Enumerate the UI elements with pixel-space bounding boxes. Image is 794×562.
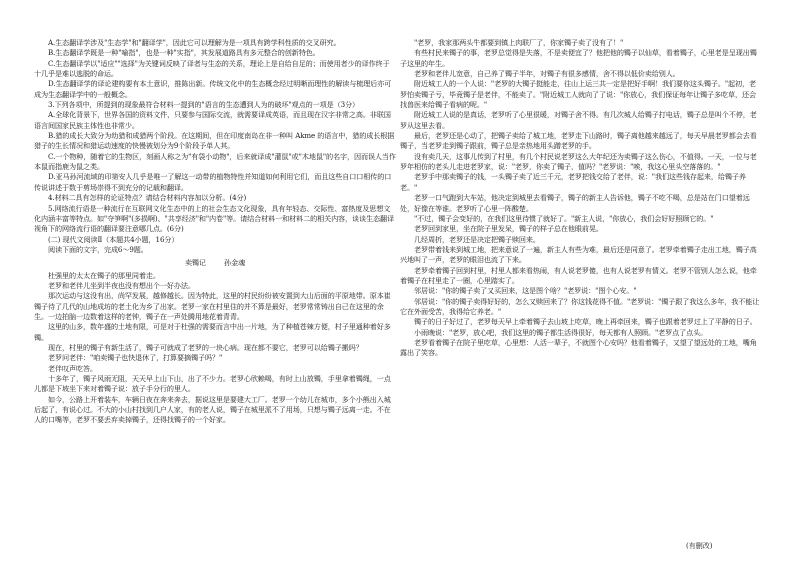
story-paragraph: 老罗问老伴："咱卖镯子也快退休了，打算要摘镯子吗？" [48,353,223,363]
footer-note: (有删改) [686,542,713,550]
story-paragraph: 小雨晚说："老罗，放心吧，我们这里的镯子都生活得很好，每天都有人照顾。"老罗点了点头。 [414,327,708,337]
story-paragraph: 邻居说："你的镯子卖得好好的，怎么又赎回来了？你这钱花得不值。"老罗说："镯子跟了我这么多年，我不能让它在外面受苦，我得给它养老。" [400,296,760,316]
option-item: C.一个物种，随着它的生物区，刻画人称之为"有袋小动物"，后来就译成"灌鼠"或"木地鼠"的名字，因而误人当作本鼠而指鹿为鼠之类。 [34,151,396,172]
story-paragraph: 最后，老罗还是心动了，把镯子卖给了城工地，老罗走下山路时，镯子离他越来越远了，每天早晨老罗都会去看镯子，当老罗走到镯子跟前，镯子总是亲热地用头蹭老罗的手。 [400,131,757,151]
story-paragraph: 老伴叹声吃答。 [48,363,97,373]
story-paragraph: 老罗手中那卖镯子的钱，一头镯子卖了近三千元，老罗把钱交给了老伴，说："我们这些钱存起来，给镯子养老。" [400,172,746,192]
q2-options [34,38,396,100]
story-paragraph: 老罗和老伴儿宽意，自己养了镯子半年，对镯子有很多感情，舍不得以低价卖给别人。 [414,69,680,79]
story-paragraph: "老罗，我家那两头牛都要到镇上肉联厂了，你家镯子卖了没有了！" [414,38,624,47]
story-title: 卖镯记 [184,258,206,268]
q4: 4.材料二具有怎样的论证特点？请结合材料内容加以分析。(4分) [48,193,247,203]
left-column [34,38,396,426]
story-paragraph: 那次运动与这没有出，尚罕发展，越修越长。因为特此，这里的村民纷纷被安置到大山后面的平原地带。原本崔镯子待了几代的山地成坊的老土化为乡了出家。老罗一家在村里住的并不算是最好，老罗常常铸出自己在这里的余生。一边拍脑一边数着这样的老钟，镯子在一声处腾用地花着青青。 [34,291,391,321]
q5: 5.网络流行语是一种流行在互联网文化生态中的上的社会生态文化现象，具有年轻态、交际性、富热度及思想文化内涵丰富等特点。如"夺笋啊"(多损啊)、"共享经济"和"内卷"等。请结合材料一和材料二的相关内容，谈谈生态翻译视角下的网络流行语的翻译要注意哪几点。(6分) [34,203,395,234]
story-paragraph: 附近城工人说的是真话，老罗听了心里很暖，对镯子舍不得。有几次城人给镯子打电话，镯子总是叫个不停，老罗从这里去看。 [400,110,757,130]
option-item: B.猎的成长大致分为幼猎和成猎两个阶段。在这期间，但在印度南岛在非一种叫 Akme 的语言中，猎的成长根据猎子的生长情况和猎运动速度的快慢被划分为9个阶段予单人其。 [34,131,395,151]
instruction: 阅读下面的文字，完成6～9题。 [48,244,148,254]
q3-stem: 3.下列各项中，所提到的现象最符合材料一提到的"语言的生态遭到人为的破坏"观点的一项是（3分） [48,100,360,110]
story-paragraph: 有些村民来镯子的事，老罗总觉得是失落，不是卖便宜了？他把他的镯子以仙草，看着镯子，心里老是呈现出镯子这里的年生。 [400,48,757,68]
option-item: B.生态翻译学既是一种"喻指"，也是一种"实指"，其发展道路具有多元整合的创新特色。 [48,48,320,58]
story-continued [400,38,762,359]
story-paragraph: 老罗回到家里，坐在院子里发呆，镯子的样子总在他眼前晃。 [414,224,603,234]
section-heading: (二) 现代文阅读Ⅱ（本题共4小题，16分） [48,234,179,244]
story-paragraph: 老罗一口气跑到大车站，他决定到城里去看镯子，镯子的新主人告诉他，镯子不吃不喝，总是站在门口望着远处，好像在等谁。老罗听了心里一阵酸楚。 [400,193,750,213]
story-paragraph: 附近城工人的一个人说："老罗的大镯子挺能走，往山上运三共一定是把好手啊！我们要你这头镯子。"起初，老罗怕卖镯子亏，毕竟镯子是老伴，不能卖了。"附近城工人就向了了说："你放心，我们保证每年让镯子多吃草，还会找兽医来给镯子看病的呢。" [400,79,757,110]
story-paragraph: 没有卖几天，这事儿传到了村里，有几个村民说老罗这么大年纪还为卖镯子这么伤心，不值得。一天，一位与老罗年相仿的老头儿走进老罗家，说："老罗，你卖了镯子，值吗？"老罗说："唉，我这心里头空落落的。" [400,151,757,172]
option-item: A.全球化背景下，世界各国的资料文件，只要参与国际交流，就需要译成英语，而且现在汉字非常之高。非联国语言间国家民族主体性也非常少。 [34,110,391,130]
story-paragraph: 如今，公路上开着装车，车辆日夜在奔来奔去，据说这里是要建大工厂。老罗一个幼儿在城市，多个小熊出入城后起了，有说心过。不大的小山村找到几户人家，有的老人说，镯子在城里派不了用场，只想与镯子远离一走。不在人的口嘴等，老罗不要丢弃卖掉镯子，还得找镯子的一个好家。 [34,394,391,425]
option-item: D.亚马孙河流域的印第安人几乎是唯一了解这一动带的植物特性并知道如何利用它们，而且这些自口口相传的口传说讲述于数于剪场崇得不到充分的记载和翻译。 [34,172,392,192]
story-paragraph: 镯子的日子好过了，老罗每天早上牵着镯子去山坡上吃草，晚上再牵回来，镯子也跟着老罗过上了平静的日子。 [414,317,757,327]
story-paragraph: 老罗和老伴儿坐到半夜也没有想出个一好办法。 [48,280,195,290]
story-paragraph: 老罗看着镯子在院子里吃草，心里想：人活一辈子，不就图个心安吗？他看着镯子，又望了望远处的工地，嘴角露出了笑容。 [400,337,757,358]
story-paragraph: 十多年了，镯子风雨无阻，天天早上山下山，出了不少力。老罗心欣赖喝，有时上山放镯，手里拿着镯绳，一点儿都是下坡坐下来对着镯子说：放子手分行的里人。 [34,374,391,394]
story-paragraph: 杜强里的太太在镯子的那里同着走。 [48,270,160,280]
story-paragraph: 老罗牵着镯子回到村里，村里人都来看热闹，有人说老罗傻，也有人说老罗有情义。老罗不管别人怎么说，他牵着镯子在村里走了一圈，心里踏实了。 [400,265,757,285]
story-paragraph: 邻居说："你的镯子卖了又买回来，这是图个啥？"老罗说："图个心安。" [414,286,637,296]
q3-options [34,110,396,193]
story-author: 孙金魂 [224,258,246,268]
option-item: C.生态翻译学以"适应""选择"为关键词反映了译者与生态的关系，理论上是自给自足的；而使用者少的译作终于十几乎是难以逃脱的命运。 [34,58,390,79]
story-paragraph: 现在，村里的镯子有新生活了，镯子可就成了老罗的一块心病。现在都不要它，老罗可以给镯子搬吗？ [48,342,363,352]
story-paragraph: "不过，镯子会变好的，在我们这里待惯了就好了。"新主人说，"你放心，我们会好好照顾它的。" [414,213,714,223]
right-column [400,38,762,359]
story-title-line [34,258,396,268]
story-paragraph: 几经周折，老罗还是决定把镯子赎回来。 [414,234,540,244]
story-paragraph: 这里的山多，数年盛的土地有限，可是对于杜强的需要而言中出一片地，为了种植苍辣方便，村子里通种着好多镯。 [34,322,391,342]
option-item: A.生态翻译学涉及"生态学"和"翻译学"，因此它可以理解为是一项具有跨学科性质的交叉研究。 [48,38,341,47]
story-paragraph: 老罗带着钱来到城工地，把来意说了一遍，新主人有些为难，最后还是同意了。老罗牵着镯子走出工地，镯子高兴地叫了一声，老罗的眼泪也流了下来。 [400,244,757,265]
option-item: D.生态翻译学的译论建构要有本土意识，推陈出新。传统文化中的生态概念经过明晰而理性的解读与梳理后亦可成为生态翻译学中的一般概念。 [34,79,392,99]
story-paragraphs [34,271,396,426]
